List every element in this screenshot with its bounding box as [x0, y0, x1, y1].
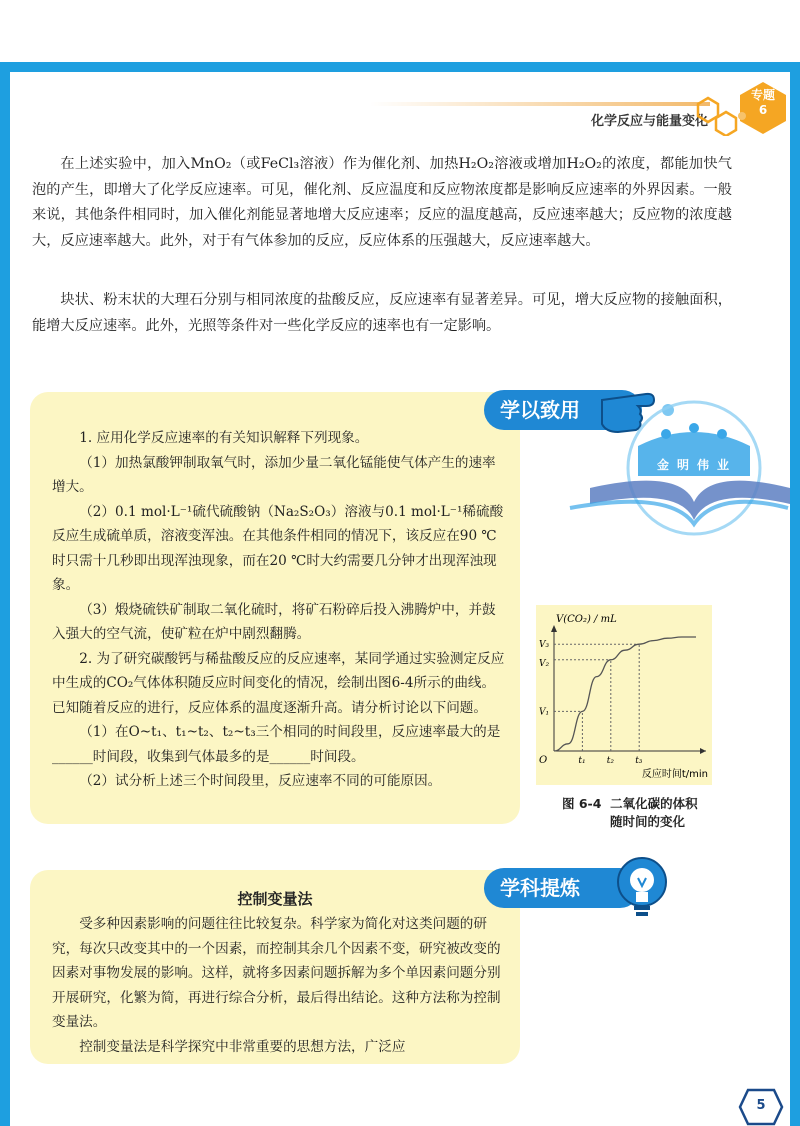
chart-ylabel: V(CO₂) / mL — [556, 614, 617, 625]
apply-line-6: （1）在O~t₁、t₁~t₂、t₂~t₃三个相同的时间段里，反应速率最大的是______时间段，收集到气体最多的是______时间段。 — [52, 724, 501, 765]
apply-content — [52, 426, 508, 794]
apply-line-3: （2）0.1 mol·L⁻¹硫代硫酸钠（Na₂S₂O₃）溶液与0.1 mol·L⁻¹稀硫酸反应生成硫单质，溶液变浑浊。在其他条件相同的情况下，该反应在90 ℃时只需十几秒即出现浑浊现象，而在20 ℃时大约需要几分钟才出现浑浊现象。 — [52, 503, 504, 593]
body-paragraph-2: 块状、粉末状的大理石分别与相同浓度的盐酸反应，反应速率有显著差异。可见，增大反应物的接触面积，能增大反应速率。此外，光照等条件对一些化学反应的速率也有一定影响。 — [32, 292, 732, 334]
y-tick-v2: V₂ — [539, 658, 550, 669]
apply-line-7: （2）试分析上述三个时间段里，反应速率不同的可能原因。 — [79, 773, 442, 789]
badge-number: 6 — [758, 103, 768, 117]
body-paragraph-1: 在上述实验中，加入MnO₂（或FeCl₃溶液）作为催化剂、加热H₂O₂溶液或增加H₂O₂的浓度，都能加快气泡的产生，即增大了化学反应速率。可见，催化剂、反应温度和反应物浓度都是影响反应速率的外界因素。一般来说，其他条件相同时，加入催化剂能显著地增大反应速率；反应的温度越高，反应速率越大；反应物的浓度越大，反应速率越大。此外，对于有气体参加的反应，反应体系的压强越大，反应速率越大。 — [32, 156, 732, 249]
badge-label: 专题 — [750, 88, 775, 102]
caption-line-2: 随时间的变化 — [610, 814, 686, 829]
discipline-paragraph-1: 受多种因素影响的问题往往比较复杂。科学家为简化对这类问题的研究，每次只改变其中的一个因素，而控制其余几个因素不变，研究被改变的因素对事物发展的影响。这样，就将多因素问题拆解为多个单因素问题分别开展研究，化繁为简，再进行综合分析，最后得出结论。这种方法称为控制变量法。 — [52, 916, 501, 1030]
caption-number: 图 6-4 — [562, 796, 602, 811]
discipline-title: 控制变量法 — [237, 890, 313, 908]
x-tick-t3: t₃ — [635, 756, 643, 766]
apply-line-4: （3）煅烧硫铁矿制取二氧化硫时，将矿石粉碎后投入沸腾炉中，并鼓入强大的空气流，使矿粒在炉中剧烈翻腾。 — [52, 601, 496, 642]
discipline-paragraph-2: 控制变量法是科学探究中非常重要的思想方法，广泛应 — [79, 1038, 406, 1055]
x-tick-t1: t₁ — [578, 756, 586, 766]
apply-tag-label: 学以致用 — [500, 398, 580, 422]
watermark-text: 金明伟业 — [656, 458, 737, 472]
header-rule — [370, 102, 710, 106]
caption-line-1: 二氧化碳的体积 — [610, 796, 698, 811]
chart-origin-label: O — [539, 755, 548, 766]
chapter-badge — [744, 88, 782, 118]
apply-line-1: 1. 应用化学反应速率的有关知识解释下列现象。 — [79, 430, 369, 446]
chart-background — [536, 605, 712, 785]
discipline-content — [52, 912, 508, 1059]
discipline-tag-label: 学科提炼 — [500, 876, 580, 900]
y-tick-v3: V₃ — [539, 640, 550, 651]
co2-volume-chart — [536, 605, 712, 785]
watermark-logo-icon — [560, 398, 790, 568]
apply-line-5: 2. 为了研究碳酸钙与稀盐酸反应的反应速率，某同学通过实验测定反应中生成的CO₂气体体积随反应时间变化的情况，绘制出图6-4所示的曲线。已知随着反应的进行，反应体系的温度逐渐升高。请分析讨论以下问题。 — [52, 650, 505, 716]
left-frame — [0, 62, 10, 1126]
lightbulb-icon — [614, 856, 670, 920]
x-tick-t2: t₂ — [606, 756, 615, 766]
apply-line-2: （1）加热氯酸钾制取氧气时，添加少量二氧化锰能使气体产生的速率增大。 — [52, 454, 496, 495]
figure-caption — [562, 795, 698, 831]
hexagon-decoration-icon — [696, 96, 740, 136]
y-tick-v1: V₁ — [539, 707, 550, 718]
top-frame — [0, 62, 800, 72]
right-frame — [790, 62, 800, 1126]
chart-xlabel: 反应时间t/min — [641, 769, 708, 780]
page-number: 5 — [756, 1098, 766, 1113]
chapter-title: 化学反应与能量变化 — [590, 114, 708, 129]
